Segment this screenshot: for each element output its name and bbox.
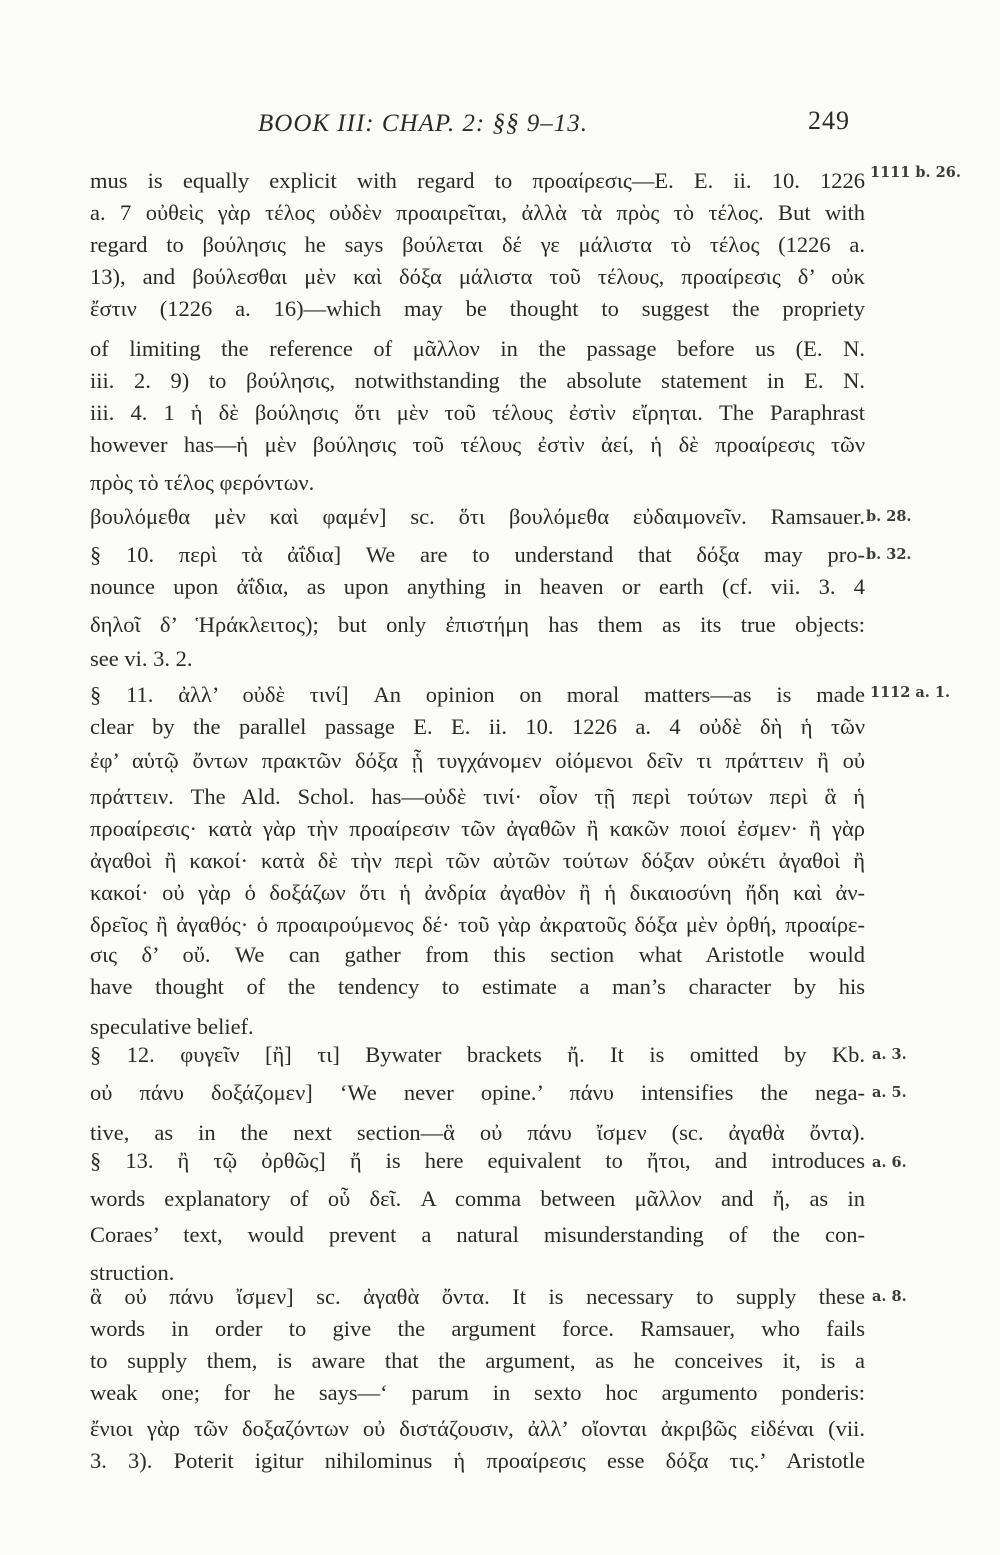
margin-reference: a. 3.	[872, 1046, 907, 1063]
text-line: struction.	[90, 1260, 175, 1285]
text-line: iii. 2. 9) to βούλησις, notwithstanding the absolute statement in E. N.	[90, 368, 865, 393]
text-line: mus is equally explicit with regard to προαίρεσις—E. E. ii. 10. 1226	[90, 168, 865, 193]
margin-reference: a. 5.	[872, 1084, 907, 1101]
text-line: have thought of the tendency to estimate a man’s character by his	[90, 974, 865, 999]
page-number: 249	[808, 106, 850, 135]
text-line: προαίρεσις· κατὰ γὰρ τὴν προαίρεσιν τῶν ἀγαθῶν ἢ κακῶν ποιοί ἐσμεν· ἢ γὰρ	[90, 816, 865, 841]
margin-reference: b. 28.	[866, 508, 912, 525]
text-line: regard to βούλησις he says βούλεται δέ γε μάλιστα τὸ τέλος (1226 a.	[90, 232, 865, 257]
text-line: πρὸς τὸ τέλος φερόντων.	[90, 470, 315, 495]
text-line: words explanatory of οὗ δεῖ. A comma between μᾶλλον and ἤ, as in	[90, 1186, 865, 1211]
text-line: ἐφ’ αὑτῷ ὄντων πρακτῶν δόξα ᾗ τυγχάνομεν οἰόμενοι δεῖν τι πράττειν ἢ οὐ	[90, 748, 865, 773]
text-line: οὐ πάνυ δοξάζομεν] ‘We never opine.’ πάνυ intensifies the nega-	[90, 1080, 865, 1105]
text-line: § 13. ἢ τῷ ὀρθῶς] ἤ is here equivalent to ἤτοι, and introduces	[90, 1148, 865, 1173]
text-line: δρεῖος ἢ ἀγαθός· ὁ προαιρούμενος δέ· τοῦ γὰρ ἀκρατοῦς δόξα μὲν ὀρθή, προαίρε-	[90, 912, 865, 937]
text-line: 13), and βούλεσθαι μὲν καὶ δόξα μάλιστα τοῦ τέλους, προαίρεσις δ’ οὐκ	[90, 264, 865, 289]
text-line: of limiting the reference of μᾶλλον in the passage before us (E. N.	[90, 336, 865, 361]
running-head: BOOK III: CHAP. 2: §§ 9–13.	[258, 110, 588, 137]
text-line: see vi. 3. 2.	[90, 646, 193, 671]
text-line: nounce upon ἀΐδια, as upon anything in heaven or earth (cf. vii. 3. 4	[90, 574, 865, 599]
text-line: κακοί· οὐ γὰρ ὁ δοξάζων ὅτι ἡ ἀνδρία ἀγαθὸν ἢ ἡ δικαιοσύνη ἤδη καὶ ἀν-	[90, 880, 865, 905]
text-line: weak one; for he says—‘ parum in sexto hoc argumento ponderis:	[90, 1380, 865, 1405]
text-line: πράττειν. The Ald. Schol. has—οὐδὲ τινί· οἷον τῇ περὶ τούτων περὶ ἃ ἡ	[90, 784, 865, 809]
text-line: ἃ οὐ πάνυ ἴσμεν] sc. ἀγαθὰ ὄντα. It is necessary to supply these	[90, 1284, 865, 1309]
text-line: however has—ἡ μὲν βούλησις τοῦ τέλους ἐστὶν ἀεί, ἡ δὲ προαίρεσις τῶν	[90, 432, 865, 457]
margin-reference: 1111 b. 26.	[870, 164, 961, 181]
text-line: speculative belief.	[90, 1014, 254, 1039]
text-line: σις δ’ οὔ. We can gather from this section what Aristotle would	[90, 942, 865, 967]
text-line: iii. 4. 1 ἡ δὲ βούλησις ὅτι μὲν τοῦ τέλους ἐστὶν εἴρηται. The Paraphrast	[90, 400, 865, 425]
text-line: ἔστιν (1226 a. 16)—which may be thought to suggest the propriety	[90, 296, 865, 321]
text-line: 3. 3). Poterit igitur nihilominus ἡ προαίρεσις esse δόξα τις.’ Aristotle	[90, 1448, 865, 1473]
text-line: to supply them, is aware that the argument, as he conceives it, is a	[90, 1348, 865, 1373]
text-line: § 11. ἀλλ’ οὐδὲ τινί] An opinion on moral matters—as is made	[90, 682, 865, 707]
text-line: δηλοῖ δ’ Ἡράκλειτος); but only ἐπιστήμη has them as its true objects:	[90, 612, 865, 637]
page-header	[258, 104, 858, 144]
text-line: βουλόμεθα μὲν καὶ φαμέν] sc. ὅτι βουλόμεθα εὐδαιμονεῖν. Ramsauer.	[90, 504, 865, 529]
text-line: tive, as in the next section—ἃ οὐ πάνυ ἴσμεν (sc. ἀγαθὰ ὄντα).	[90, 1120, 865, 1145]
text-line: a. 7 οὐθεὶς γὰρ τέλος οὐδὲν προαιρεῖται, ἀλλὰ τὰ πρὸς τὸ τέλος. But with	[90, 200, 865, 225]
text-line: § 12. φυγεῖν [ἢ] τι] Bywater brackets ἤ. It is omitted by Kb.	[90, 1042, 865, 1067]
margin-reference: b. 32.	[866, 546, 912, 563]
text-line: Coraes’ text, would prevent a natural misunderstanding of the con-	[90, 1222, 865, 1247]
text-line: § 10. περὶ τὰ ἀΐδια] We are to understand that δόξα may pro-	[90, 542, 865, 567]
margin-reference: a. 6.	[872, 1154, 907, 1171]
text-line: clear by the parallel passage E. E. ii. 10. 1226 a. 4 οὐδὲ δὴ ἡ τῶν	[90, 714, 865, 739]
margin-reference: a. 8.	[872, 1288, 907, 1305]
text-line: words in order to give the argument force. Ramsauer, who fails	[90, 1316, 865, 1341]
margin-reference: 1112 a. 1.	[870, 684, 951, 701]
text-line: ἔνιοι γὰρ τῶν δοξαζόντων οὐ διστάζουσιν, ἀλλ’ οἴονται ἀκριβῶς εἰδέναι (vii.	[90, 1416, 865, 1441]
text-line: ἀγαθοὶ ἢ κακοί· κατὰ δὲ τὴν περὶ τῶν αὐτῶν τούτων δόξαν οὐκέτι ἀγαθοὶ ἢ	[90, 848, 865, 873]
